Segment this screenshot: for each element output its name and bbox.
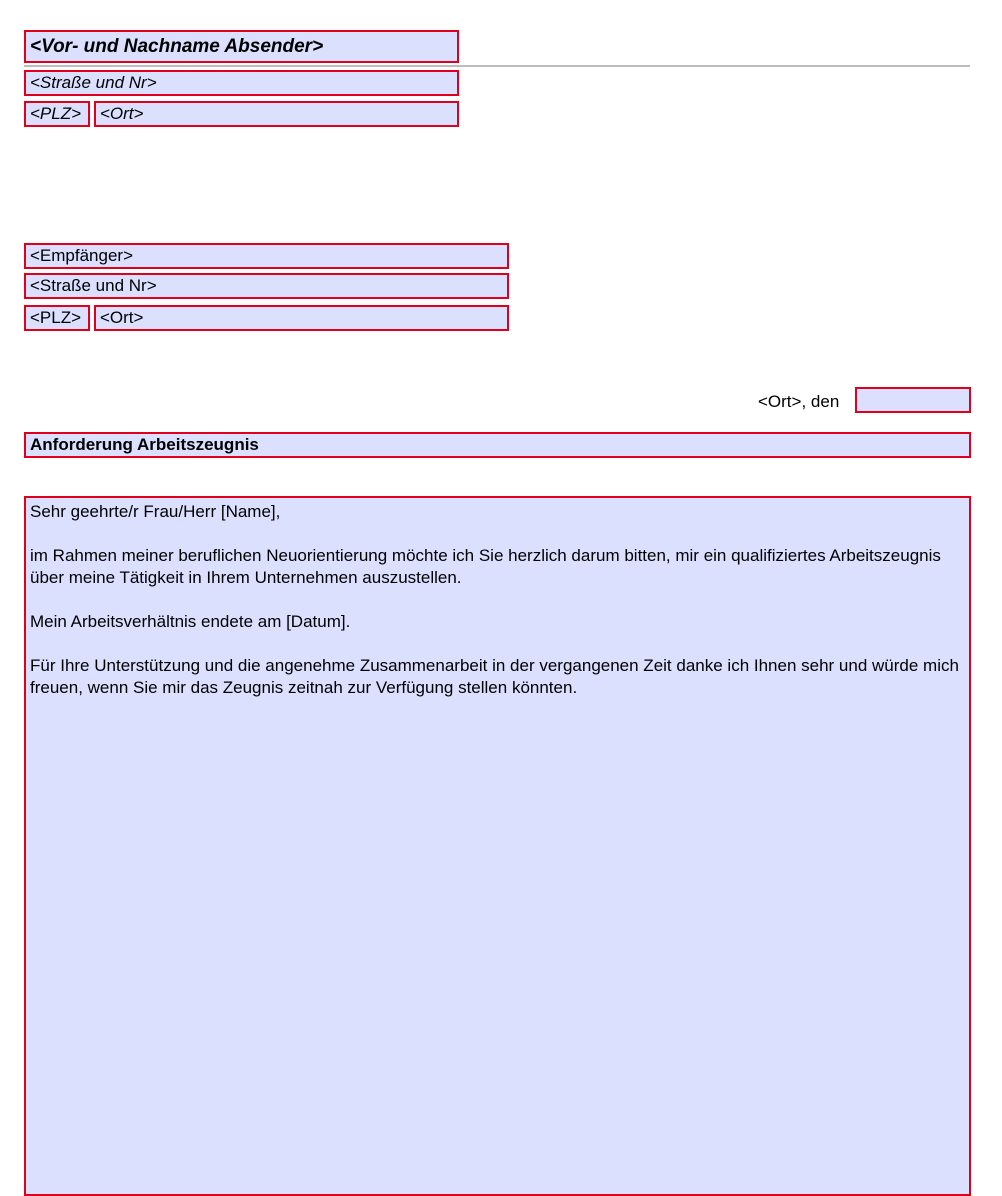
- recipient-name-field[interactable]: <Empfänger>: [24, 243, 509, 269]
- sender-street-field[interactable]: <Straße und Nr>: [24, 70, 459, 96]
- sender-zip-field[interactable]: <PLZ>: [24, 101, 90, 127]
- header-divider: [24, 65, 970, 67]
- body-paragraph-3: Für Ihre Unterstützung und die angenehme Zusammenarbeit in der vergangenen Zeit danke ich Ihnen sehr und würde mich freuen, wenn Sie mir das Zeugnis zeitnah zur Verfügung stellen könnten.: [30, 656, 959, 697]
- salutation: Sehr geehrte/r Frau/Herr [Name],: [30, 502, 281, 521]
- recipient-street-field[interactable]: <Straße und Nr>: [24, 273, 509, 299]
- recipient-zip-field[interactable]: <PLZ>: [24, 305, 90, 331]
- sender-name-field[interactable]: <Vor- und Nachname Absender>: [24, 30, 459, 63]
- date-line-prefix: <Ort>, den: [758, 392, 840, 411]
- body-paragraph-2: Mein Arbeitsverhältnis endete am [Datum].: [30, 612, 351, 631]
- date-field[interactable]: [855, 387, 971, 413]
- recipient-city-field[interactable]: <Ort>: [94, 305, 509, 331]
- letter-body-field[interactable]: [24, 496, 971, 1196]
- body-paragraph-1: im Rahmen meiner beruflichen Neuorientierung möchte ich Sie herzlich darum bitten, mir ein qualifiziertes Arbeitszeugnis über meine Tätigkeit in Ihrem Unternehmen auszustellen.: [30, 546, 941, 587]
- subject-field[interactable]: Anforderung Arbeitszeugnis: [24, 432, 971, 458]
- sender-city-field[interactable]: <Ort>: [94, 101, 459, 127]
